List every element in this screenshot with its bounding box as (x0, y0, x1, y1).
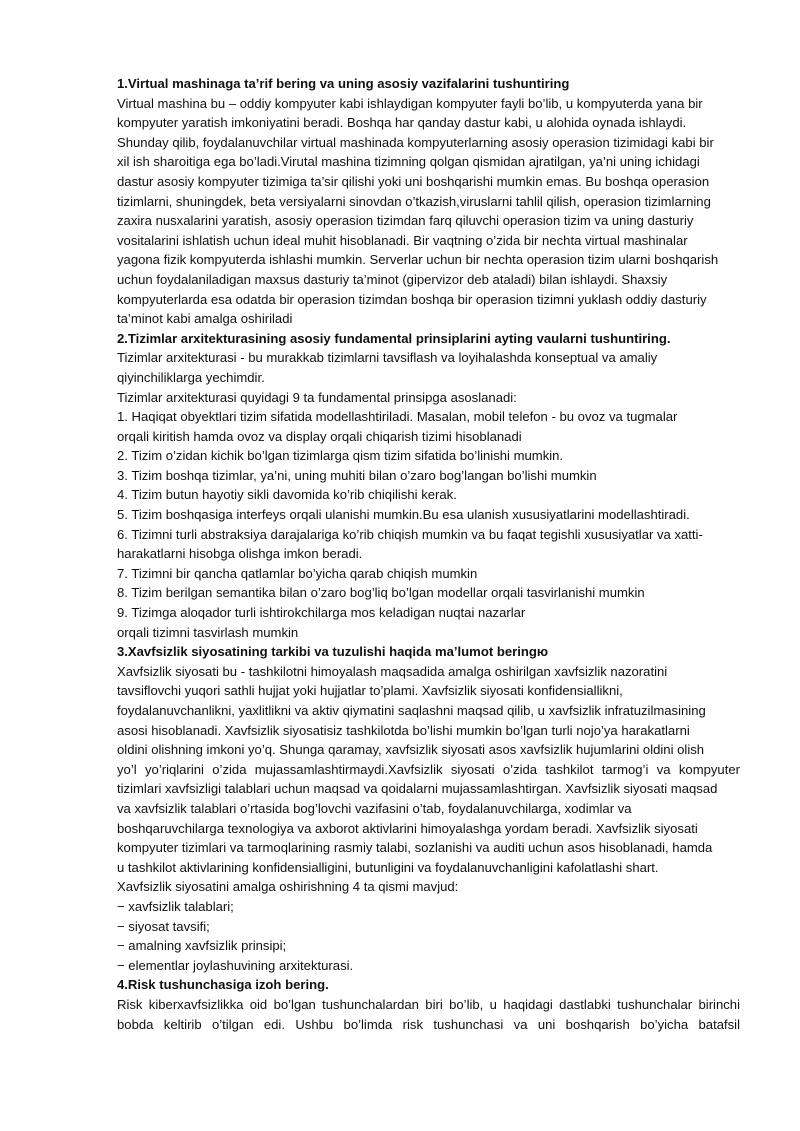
text-line: − xavfsizlik talablari; (117, 898, 234, 914)
text-line: 7. Tizimni bir qancha qatlamlar bo’yicha qarab chiqish mumkin (117, 565, 478, 581)
text-line: kompyuter yaratish imkoniyatini beradi. Boshqa har qanday dastur kabi, u alohida oynada ishlaydi. (117, 115, 687, 131)
text-line: Shunday qilib, foydalanuvchilar virtual mashinada kompyuterlarning asosiy operasion tizimidagi kabi bir (117, 134, 714, 150)
text-line: − amalning xavfsizlik prinsipi; (117, 938, 287, 954)
text-line: 1. Haqiqat obyektlari tizim sifatida modellashtiriladi. Masalan, mobil telefon - bu ovoz va tugmalar (117, 409, 678, 425)
text-line: harakatlarni hisobga olishga imkon beradi. (117, 546, 363, 562)
text-line: 5. Tizim boshqasiga interfeys orqali ulanishi mumkin.Bu esa ulanish xususiyatlarini modellashtiradi. (117, 507, 690, 523)
text-line: − siyosat tavsifi; (117, 918, 210, 934)
text-line: boshqaruvchilarga texnologiya va axborot aktivlarini himoyalashga yordam beradi. Xavfsizlik siyosati (117, 820, 698, 836)
text-line: yo’l yo’riqlarini o’zida mujassamlashtirmaydi.Xavfsizlik siyosati o’zida tashkilot tarmog’i va kompyuter (117, 761, 740, 777)
text-line: Virtual mashina bu – oddiy kompyuter kabi ishlaydigan kompyuter fayli bo’lib, u kompyuterda yana bir (117, 95, 703, 111)
text-line: Tizimlar arxitekturasi quyidagi 9 ta fundamental prinsipga asoslanadi: (117, 389, 517, 405)
text-line: foydalanuvchanlikni, yaxlitlikni va aktiv qiymatini saqlashni maqsad qilib, u xavfsizlik infratuzilmasining (117, 703, 706, 718)
text-line: Tizimlar arxitekturasi - bu murakkab tizimlarni tavsiflash va loyihalashda konseptual va amaliy (117, 350, 658, 366)
text-line: Risk kiberxavfsizlikka oid bo’lgan tushunchalardan biri bo’lib, u haqidagi dastlabki tushunchalar birinchi (117, 996, 740, 1012)
text-line: − elementlar joylashuvining arxitekturasi. (117, 957, 354, 973)
text-line: vositalarini ishlatish uchun ideal muhit hisoblanadi. Bir vaqtning o’zida bir nechta virtual mashinalar (117, 232, 688, 248)
text-line: kompyuter tizimlari va tarmoqlarining rasmiy talabi, sozlanishi va auditi uchun asos hisoblanadi, hamda (117, 840, 713, 856)
text-line: Xavfsizlik siyosati bu - tashkilotni himoyalash maqsadida amalga oshirilgan xavfsizlik nazoratini (117, 663, 668, 679)
text-line: bobda keltirib o’tilgan edi. Ushbu bo’limda risk tushunchasi va uni boshqarish bo’yicha batafsil (117, 1016, 740, 1032)
text-line: orqali tizimni tasvirlash mumkin (117, 624, 299, 640)
section-heading: 4.Risk tushunchasiga izoh bering. (117, 977, 329, 993)
text-line: 6. Tizimni turli abstraksiya darajalariga ko’rib chiqish mumkin va bu faqat tegishli xususiyatlar va xatti- (117, 526, 703, 542)
text-line: tizimlarni, shuningdek, beta versiyalarni sinovdan o’tkazish,viruslarni tahlil qilish, operasion tizimlarning (117, 193, 711, 209)
text-line: asosi hisoblanadi. Xavfsizlik siyosatisiz tashkilotda bo’lishi mumkin bo’lgan turli nojo’ya harakatlarni (117, 722, 690, 738)
text-line: xil ish sharoitiga ega bo’ladi.Virutal mashina tizimning qolgan qismidan ajratilgan, ya’ni uning ichidagi (117, 154, 700, 170)
section-heading: 1.Virtual mashinaga ta’rif bering va uning asosiy vazifalarini tushuntiring (117, 76, 570, 91)
text-line: tavsiflovchi yuqori sathli hujjat yoki hujjatlar to’plami. Xavfsizlik siyosati konfidensiallikni, (117, 683, 623, 699)
text-line: kompyuterlarda esa odatda bir operasion tizimdan boshqa bir operasion tizimni yuklash oddiy dasturiy (117, 291, 707, 307)
text-line: dastur asosiy kompyuter tizimiga ta’sir qilishi yoki uni boshqarishi mumkin emas. Bu boshqa operasion (117, 173, 710, 189)
text-line: va xavfsizlik talablari o’rtasida bog’lovchi vazifasini o’tab, foydalanuvchilarga, xodimlar va (117, 800, 632, 816)
text-line: uchun foydalaniladigan maxsus dasturiy ta’minot (gipervizor deb ataladi) bilan ishlaydi. Shaxsiy (117, 271, 668, 287)
text-line: zaxira nusxalarini yaratish, asosiy operasion tizimdan farq qiluvchi operasion tizim va uning dasturiy (117, 213, 694, 229)
text-line: tizimlari xavfsizligi talablari uchun maqsad va qoidalarni mujassamlashtirgan. Xavfsizlik siyosati maqsad (117, 781, 718, 797)
section-heading: 2.Tizimlar arxitekturasining asosiy fundamental prinsiplarini ayting vaularni tushuntiring. (117, 330, 671, 346)
text-line: orqali kiritish hamda ovoz va display orqali chiqarish tizimi hisoblanadi (117, 428, 522, 444)
section-heading: 3.Xavfsizlik siyosatining tarkibi va tuzulishi haqida ma’lumot beringю (117, 644, 549, 660)
text-line: oldini olishning imkoni yo’q. Shunga qaramay, xavfsizlik siyosati asos xavfsizlik hujumlarini oldini olish (117, 742, 705, 758)
text-line: 4. Tizim butun hayotiy sikli davomida ko’rib chiqilishi kerak. (117, 487, 457, 503)
text-line: ta’minot kabi amalga oshiriladi (117, 311, 293, 327)
document-page (117, 74, 740, 1034)
text-line: 3. Tizim boshqa tizimlar, ya’ni, uning muhiti bilan o’zaro bog’langan bo’lishi mumkin (117, 467, 597, 483)
text-line: yagona fizik kompyuterda ishlashi mumkin. Serverlar uchun bir nechta operasion tizim ularni boshqarish (117, 252, 719, 268)
text-line: Xavfsizlik siyosatini amalga oshirishning 4 ta qismi mavjud: (117, 879, 459, 895)
text-line: qiyinchiliklarga yechimdir. (117, 369, 265, 385)
text-line: 8. Tizim berilgan semantika bilan o’zaro bog’liq bo’lgan modellar orqali tasvirlanishi mumkin (117, 585, 645, 601)
text-line: u tashkilot aktivlarining konfidensialligini, butunligini va foydalanuvchanligini kafolatlashi shart. (117, 859, 659, 875)
text-line: 9. Tizimga aloqador turli ishtirokchilarga mos keladigan nuqtai nazarlar (117, 605, 526, 621)
text-line: 2. Tizim o’zidan kichik bo’lgan tizimlarga qism tizim sifatida bo’linishi mumkin. (117, 448, 564, 464)
